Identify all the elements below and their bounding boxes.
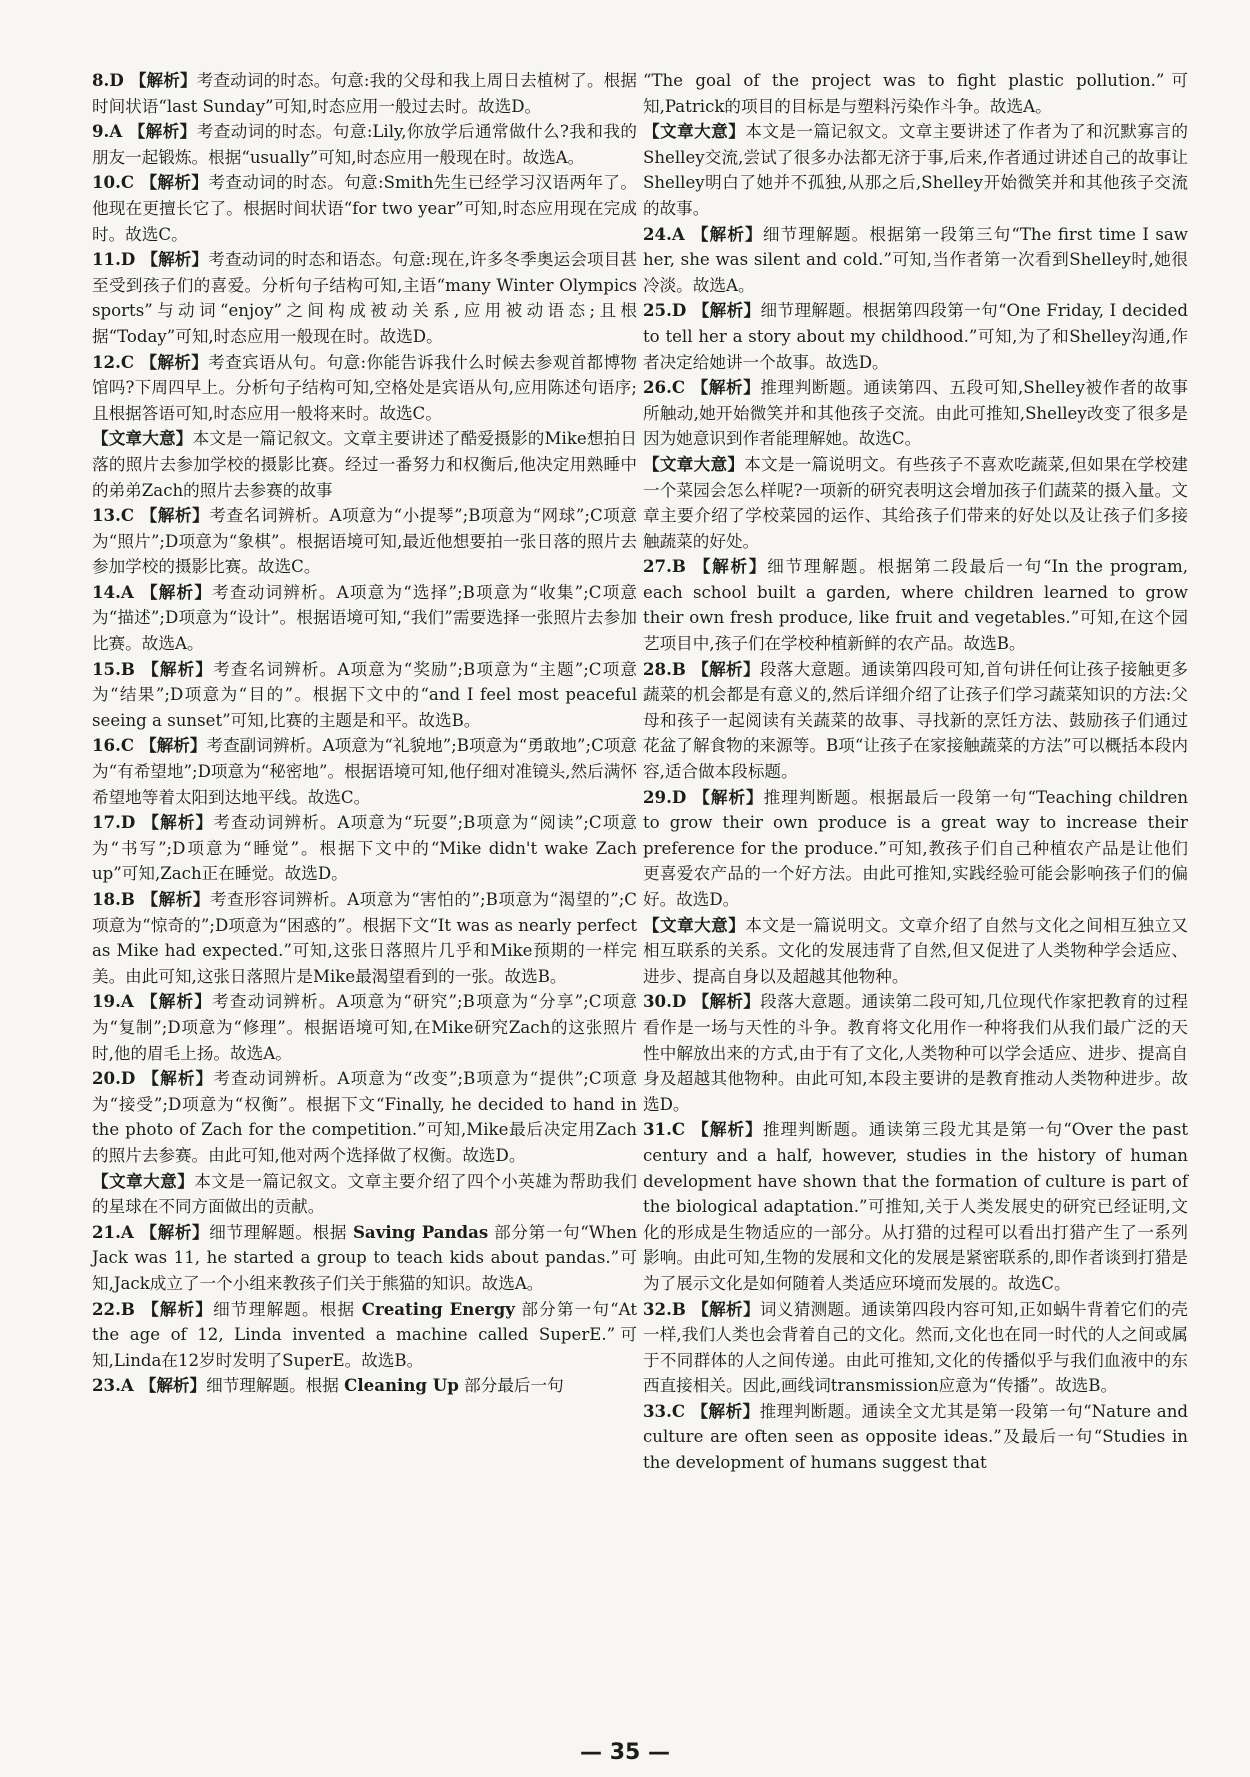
analysis-tag: 【解析】 <box>692 991 761 1012</box>
item-answer: C <box>120 172 135 193</box>
item-number: 21. <box>92 1221 121 1242</box>
analysis-text: 考查名词辨析。A项意为“奖励”;B项意为“主题”;C项意为“结果”;D项意为“目的”。根据下文中的“and I feel most peaceful seeing a sunset”可知,比赛的主题是和平。故选B。 <box>92 659 637 730</box>
analysis-text: 细节理解题。根据第一段第三句“The first time I saw her, she was silent and cold.”可知,当作者第一次看到Shelley时,她很冷淡。故选A。 <box>643 224 1188 295</box>
analysis-text: 部分第一句“When Jack was 11, he started a group to teach kids about pandas.”可知,Jack成立了一个小组来教孩子们关于熊猫的知识。故选A。 <box>92 1222 638 1293</box>
analysis-text: 部分第一句“At the age of 12, Linda invented a machine called SuperE.”可知,Linda在12岁时发明了SuperE。故选B。 <box>92 1299 638 1370</box>
item-number: 28. <box>643 658 672 679</box>
analysis-text: 考查动词辨析。A项意为“研究”;B项意为“分享”;C项意为“复制”;D项意为“修理”。根据语境可知,在Mike研究Zach的这张照片时,他的眉毛上扬。故选A。 <box>92 992 637 1063</box>
analysis-tag: 【解析】 <box>691 1119 763 1140</box>
item-number: 19. <box>92 991 121 1012</box>
item-answer: B <box>671 556 686 577</box>
analysis-text: 段落大意题。通读第四段可知,首句讲任何让孩子接触更多蔬菜的机会都是有意义的,然后详细介绍了让孩子们学习蔬菜知识的方法:父母和孩子一起阅读有关蔬菜的故事、寻找新的烹饪方法、鼓励孩子们通过花盆了解食物的来源等。B项“让孩子在家接触蔬菜的方法”可以概括本段内容,适合做本段标题。 <box>643 659 1189 782</box>
answer-27 <box>643 554 1188 656</box>
section-name: Cleaning Up <box>344 1375 459 1396</box>
item-number: 23. <box>92 1375 121 1396</box>
analysis-text: 考查动词辨析。A项意为“玩耍”;B项意为“阅读”;C项意为“书写”;D项意为“睡觉”。根据下文中的“Mike didn't wake Zach up”可知,Zach正在睡觉。故选D。 <box>92 813 637 884</box>
summary-text: 本文是一篇记叙文。文章主要讲述了酷爱摄影的Mike想拍日落的照片去参加学校的摄影比赛。经过一番努力和权衡后,他决定用熟睡中的弟弟Zach的照片去参赛的故事 <box>92 429 638 500</box>
item-number: 15. <box>92 658 121 679</box>
item-number: 11. <box>92 249 121 270</box>
answer-16 <box>92 733 637 810</box>
analysis-text: 考查名词辨析。A项意为“小提琴”;B项意为“网球”;C项意为“照片”;D项意为“象棋”。根据语境可知,最近他想要拍一张日落的照片去参加学校的摄影比赛。故选C。 <box>92 506 637 577</box>
item-number: 10. <box>92 172 121 193</box>
summary-text: 本文是一篇记叙文。文章主要讲述了作者为了和沉默寡言的Shelley交流,尝试了很多办法都无济于事,后来,作者通过讲述自己的故事让Shelley明白了她并不孤独,从那之后,Shelley开始微笑并和其他孩子交流的故事。 <box>643 122 1189 218</box>
analysis-text: 细节理解题。根据 <box>213 1299 356 1319</box>
analysis-text: “The goal of the project was to fight plastic pollution.”可知,Patrick的项目的目标是与塑料污染作斗争。故选A。 <box>643 71 1188 116</box>
analysis-tag: 【解析】 <box>140 351 209 372</box>
article-summary <box>643 913 1188 990</box>
analysis-tag: 【解析】 <box>691 1400 760 1421</box>
item-number: 17. <box>92 812 121 833</box>
analysis-tag: 【解析】 <box>692 786 764 807</box>
item-number: 33. <box>643 1400 672 1421</box>
analysis-text: 推理判断题。通读全文尤其是第一段第一句“Nature and culture are often seen as opposite ideas.”及最后一句“Studies in the development of humans suggest that <box>643 1401 1188 1473</box>
analysis-text: 考查动词的时态。句意:我的父母和我上周日去植树了。根据时间状语“last Sunday”可知,时态应用一般过去时。故选D。 <box>92 71 637 116</box>
article-summary <box>92 426 637 503</box>
analysis-tag: 【解析】 <box>691 377 761 398</box>
answer-12 <box>92 350 637 427</box>
summary-text: 本文是一篇记叙文。文章主要介绍了四个小英雄为帮助我们的星球在不同方面做出的贡献。 <box>92 1171 638 1217</box>
analysis-text: 考查动词的时态和语态。句意:现在,许多冬季奥运会项目甚至受到孩子们的喜爱。分析句子结构可知,主语“many Winter Olympics sports”与动词“enjoy”之间构成被动关系,应用被动语态;且根据“Today”可知,时态应用一般现在时。故选D。 <box>92 250 637 346</box>
item-number: 29. <box>643 786 672 807</box>
article-summary <box>92 1169 637 1220</box>
answer-19 <box>92 989 637 1066</box>
answer-25 <box>643 298 1188 375</box>
item-answer: B <box>120 889 135 909</box>
item-answer: D <box>120 249 136 270</box>
analysis-tag: 【解析】 <box>140 172 209 193</box>
answer-20 <box>92 1066 637 1168</box>
item-answer: A <box>120 581 134 602</box>
section-name: Saving Pandas <box>352 1221 489 1242</box>
analysis-tag: 【解析】 <box>141 812 214 833</box>
analysis-text: 推理判断题。根据最后一段第一句“Teaching children to grow their own produce is a great way to increase their preference for the produce.”可知,教孩子们自己种植农产品是让他们更喜爱农产品的一个好方法。由此可推知,实践经验可能会影响孩子们的偏好。故选D。 <box>643 787 1189 909</box>
summary-tag: 【文章大意】 <box>643 914 746 935</box>
analysis-tag: 【解析】 <box>140 658 214 679</box>
summary-tag: 【文章大意】 <box>92 1170 195 1191</box>
item-answer: C <box>120 505 135 526</box>
item-number: 32. <box>643 1298 672 1319</box>
answer-22 <box>92 1297 637 1374</box>
analysis-tag: 【解析】 <box>691 556 768 577</box>
analysis-tag: 【解析】 <box>139 1221 210 1242</box>
analysis-text: 考查宾语从句。句意:你能告诉我什么时候去参观首都博物馆吗?下周四早上。分析句子结构可知,空格处是宾语从句,应用陈述句语序;且根据答语可知,时态应用一般将来时。故选C。 <box>92 352 638 423</box>
analysis-tag: 【解析】 <box>139 1375 207 1396</box>
item-answer: A <box>120 1221 134 1242</box>
item-number: 20. <box>92 1068 121 1089</box>
answer-32 <box>643 1297 1188 1399</box>
answer-8 <box>92 68 637 119</box>
item-number: 24. <box>643 223 672 244</box>
item-answer: A <box>109 121 123 142</box>
analysis-text: 推理判断题。通读第三段尤其是第一句“Over the past century and a half, however, studies in the history of human development have shown that the formation of culture is part of the biological adaptation.”可推知,关于人类发展史的研究已经证明,文化的形成是生物适应的一部分。从打猎的过程可以看出打猎产生了一系列影响。由此可知,生物的发展和文化的发展是紧密联系的,即作者谈到打猎是为了展示文化是如何随着人类适应环境而发展的。故选C。 <box>643 1120 1188 1293</box>
analysis-tag: 【解析】 <box>129 70 197 90</box>
item-number: 26. <box>643 377 672 398</box>
item-answer: C <box>671 1119 686 1140</box>
analysis-text: 细节理解题。根据第二段最后一句“In the program, each school built a garden, where children learned to grow their own fresh produce, like fruit and vegetables.”可知,在这个园艺项目中,孩子们在学校种植新鲜的农产品。故选B。 <box>643 557 1189 654</box>
answer-9 <box>92 119 637 170</box>
answer-18 <box>92 887 637 989</box>
answer-17 <box>92 810 637 887</box>
answer-14 <box>92 580 637 657</box>
item-answer: D <box>120 812 136 833</box>
item-answer: D <box>671 991 687 1012</box>
item-number: 9. <box>92 121 110 142</box>
item-answer: C <box>120 735 135 756</box>
item-number: 22. <box>92 1298 121 1319</box>
analysis-tag: 【解析】 <box>691 658 760 679</box>
analysis-tag: 【解析】 <box>690 223 763 244</box>
item-answer: A <box>120 1375 134 1396</box>
analysis-text: 考查动词的时态。句意:Lily,你放学后通常做什么?我和我的朋友一起锻炼。根据“usually”可知,时态应用一般现在时。故选A。 <box>92 122 637 167</box>
article-summary <box>643 119 1188 221</box>
item-number: 31. <box>643 1119 672 1140</box>
item-number: 27. <box>643 556 672 577</box>
analysis-tag: 【解析】 <box>139 991 213 1012</box>
answer-28 <box>643 657 1188 785</box>
right-column <box>643 68 1188 1476</box>
analysis-text: 词义猜测题。通读第四段内容可知,正如蜗牛背着它们的壳一样,我们人类也会背着自己的文化。然而,文化也在同一时代的人之间或属于不同群体的人之间传递。由此可推知,文化的传播似乎与我们血液中的东西直接相关。因此,画线词transmission应意为“传播”。故选B。 <box>643 1299 1189 1396</box>
analysis-text: 考查副词辨析。A项意为“礼貌地”;B项意为“勇敢地”;C项意为“有希望地”;D项意为“秘密地”。根据语境可知,他仔细对准镜头,然后满怀希望地等着太阳到达地平线。故选C。 <box>92 736 637 807</box>
item-answer: A <box>671 223 685 244</box>
analysis-tag: 【解析】 <box>141 1068 214 1089</box>
item-number: 14. <box>92 581 121 602</box>
item-number: 12. <box>92 351 121 372</box>
analysis-tag: 【解析】 <box>141 249 209 270</box>
analysis-text: 部分最后一句 <box>464 1376 564 1396</box>
answer-31 <box>643 1117 1188 1296</box>
answer-10 <box>92 170 637 247</box>
section-name: Creating Energy <box>361 1298 515 1319</box>
analysis-text: 细节理解题。根据 <box>206 1376 339 1396</box>
item-number: 13. <box>92 505 121 526</box>
answer-23-continued <box>643 68 1188 119</box>
summary-text: 本文是一篇说明文。有些孩子不喜欢吃蔬菜,但如果在学校建一个菜园会怎么样呢?一项新的研究表明这会增加孩子们蔬菜的摄入量。文章主要介绍了学校菜园的运作、其给孩子们带来的好处以及让孩子们多接触蔬菜的好处。 <box>643 454 1188 551</box>
left-column <box>92 68 637 1399</box>
analysis-text: 考查动词辨析。A项意为“改变”;B项意为“提供”;C项意为“接受”;D项意为“权衡”。根据下文“Finally, he decided to hand in the photo of Zach for the competition.”可知,Mike最后决定用Zach的照片去参赛。由此可知,他对两个选择做了权衡。故选D。 <box>92 1069 637 1165</box>
summary-tag: 【文章大意】 <box>92 428 193 449</box>
analysis-tag: 【解析】 <box>692 300 761 321</box>
summary-text: 本文是一篇说明文。文章介绍了自然与文化之间相互独立又相互联系的关系。文化的发展违背了自然,但又促进了人类物种学会适应、进步、提高自身以及超越其他物种。 <box>643 915 1189 986</box>
answer-15 <box>92 657 637 734</box>
item-answer: A <box>120 991 134 1012</box>
item-number: 16. <box>92 735 121 756</box>
item-answer: B <box>671 658 686 679</box>
article-summary <box>643 452 1188 554</box>
answer-29 <box>643 785 1188 913</box>
analysis-text: 推理判断题。通读第四、五段可知,Shelley被作者的故事所触动,她开始微笑并和其他孩子交流。由此可推知,Shelley改变了很多是因为她意识到作者能理解她。故选C。 <box>643 378 1188 449</box>
item-number: 25. <box>643 300 672 321</box>
analysis-tag: 【解析】 <box>140 505 210 526</box>
item-answer: B <box>120 658 135 679</box>
answer-21 <box>92 1220 637 1297</box>
item-answer: D <box>671 300 687 321</box>
analysis-text: 考查动词辨析。A项意为“选择”;B项意为“收集”;C项意为“描述”;D项意为“设计”。根据语境可知,“我们”需要选择一张照片去参加比赛。故选A。 <box>92 582 637 654</box>
item-answer: B <box>671 1298 686 1319</box>
item-number: 18. <box>92 889 121 909</box>
item-answer: D <box>109 70 124 90</box>
analysis-tag: 【解析】 <box>140 889 211 909</box>
answer-24 <box>643 222 1188 299</box>
answer-26 <box>643 375 1188 452</box>
answer-13 <box>92 503 637 580</box>
item-answer: C <box>671 377 686 398</box>
summary-tag: 【文章大意】 <box>643 453 745 474</box>
item-answer: D <box>120 1068 136 1089</box>
item-number: 30. <box>643 991 672 1012</box>
item-answer: D <box>671 786 687 807</box>
item-number: 8. <box>92 70 110 90</box>
page-number: — 35 — <box>580 1740 670 1765</box>
analysis-text: 考查形容词辨析。A项意为“害怕的”;B项意为“渴望的”;C项意为“惊奇的”;D项意为“困惑的”。根据下文“It was as nearly perfect as Mike had expected.”可知,这张日落照片几乎和Mike预期的一样完美。由此可知,这张日落照片是Mike最渴望看到的一张。故选B。 <box>92 890 637 986</box>
analysis-text: 考查动词的时态。句意:Smith先生已经学习汉语两年了。他现在更擅长它了。根据时间状语“for two year”可知,时态应用现在完成时。故选C。 <box>92 173 637 244</box>
analysis-text: 细节理解题。根据 <box>209 1222 348 1242</box>
item-answer: C <box>120 351 135 372</box>
analysis-tag: 【解析】 <box>140 735 207 756</box>
item-answer: B <box>120 1298 135 1319</box>
analysis-tag: 【解析】 <box>139 581 213 602</box>
answer-23 <box>92 1373 637 1399</box>
analysis-tag: 【解析】 <box>128 121 197 142</box>
answer-11 <box>92 247 637 349</box>
analysis-tag: 【解析】 <box>691 1298 760 1319</box>
answer-30 <box>643 989 1188 1117</box>
analysis-text: 细节理解题。根据第四段第一句“One Friday, I decided to tell her a story about my childhood.”可知,为了和Shelley沟通,作者决定给她讲一个故事。故选D。 <box>643 301 1188 372</box>
answer-33 <box>643 1399 1188 1476</box>
item-answer: C <box>671 1400 686 1421</box>
analysis-tag: 【解析】 <box>140 1298 214 1319</box>
analysis-text: 段落大意题。通读第二段可知,几位现代作家把教育的过程看作是一场与天性的斗争。教育将文化用作一种将我们从我们最广泛的天性中解放出来的方式,由于有了文化,人类物种可以学会适应、进步、提高自身及超越其他物种。由此可知,本段主要讲的是教育推动人类物种进步。故选D。 <box>643 992 1188 1114</box>
summary-tag: 【文章大意】 <box>643 121 746 142</box>
